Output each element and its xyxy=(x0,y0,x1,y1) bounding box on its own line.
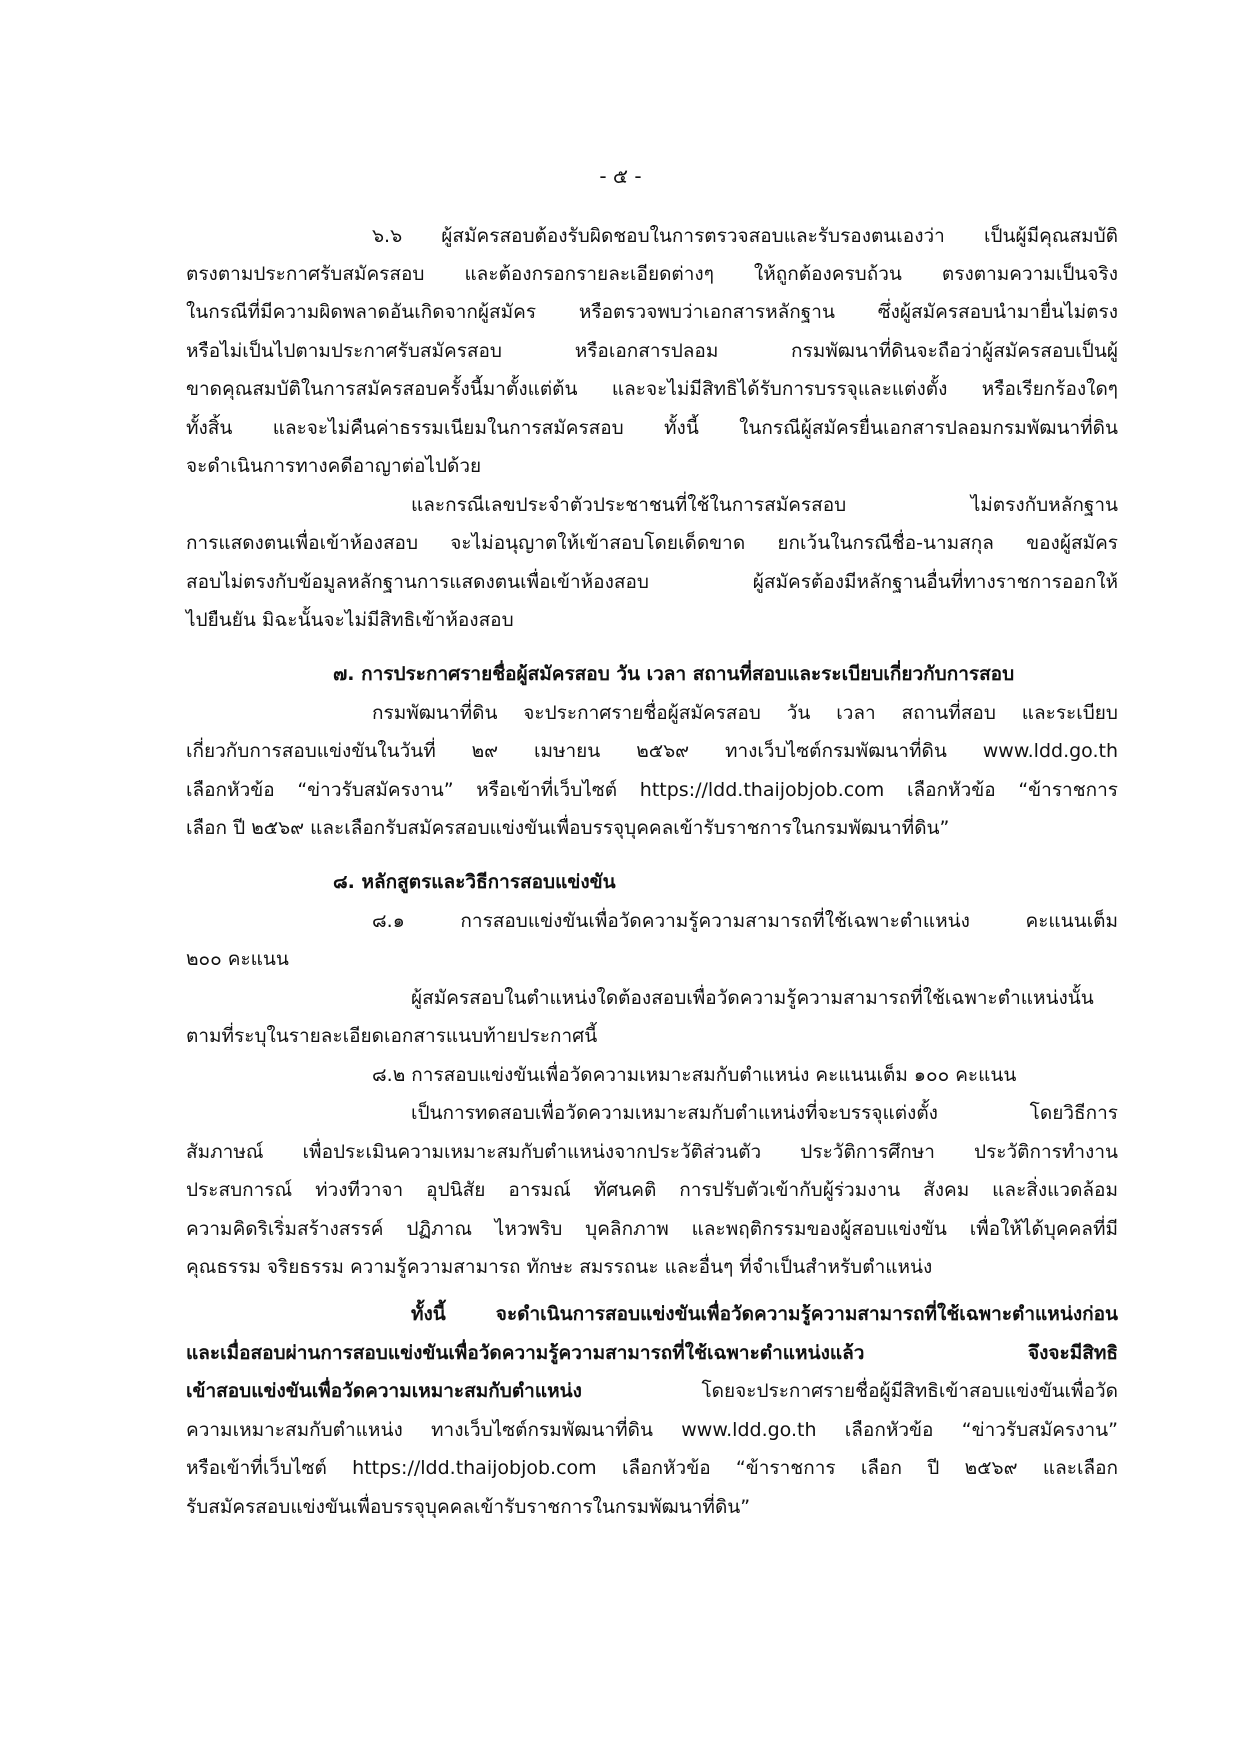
section-6-6b-line-2: การแสดงตนเพื่อเข้าห้องสอบ จะไม่อนุญาตให้เข้าสอบโดยเด็ดขาด ยกเว้นในกรณีชื่อ-นามสกุล ของผู้สมัคร xyxy=(186,532,1118,554)
section-6-6-line-1: ๖.๖ ผู้สมัครสอบต้องรับผิดชอบในการตรวจสอบและรับรองตนเองว่า เป็นผู้มีคุณสมบัติ xyxy=(372,225,1118,247)
section-6-6-line-2: ตรงตามประกาศรับสมัครสอบ และต้องกรอกรายละเอียดต่างๆ ให้ถูกต้องครบถ้วน ตรงตามความเป็นจริง xyxy=(186,263,1118,285)
section-6-6-line-7: จะดำเนินการทางคดีอาญาต่อไปด้วย xyxy=(186,455,482,477)
section-8-1-para-line-1: ผู้สมัครสอบในตำแหน่งใดต้องสอบเพื่อวัดความรู้ความสามารถที่ใช้เฉพาะตำแหน่งนั้น xyxy=(411,987,1094,1009)
section-7-line-4: เลือก ปี ๒๕๖๙ และเลือกรับสมัครสอบแข่งขันเพื่อบรรจุบุคคลเข้ารับราชการในกรมพัฒนาที่ดิน” xyxy=(186,817,950,839)
final-line-2: และเมื่อสอบผ่านการสอบแข่งขันเพื่อวัดความรู้ความสามารถที่ใช้เฉพาะตำแหน่งแล้ว จึงจะมีสิทธิ xyxy=(186,1342,1118,1364)
final-line-4: ความเหมาะสมกับตำแหน่ง ทางเว็บไซต์กรมพัฒนาที่ดิน www.ldd.go.th เลือกหัวข้อ “ข่าวรับสมัครงาน” xyxy=(186,1419,1118,1441)
section-6-6b-line-1: และกรณีเลขประจำตัวประชาชนที่ใช้ในการสมัครสอบ ไม่ตรงกับหลักฐาน xyxy=(411,494,1118,516)
section-8-1-line-2: ๒๐๐ คะแนน xyxy=(186,948,289,970)
final-line-3-rest: โดยจะประกาศรายชื่อผู้มีสิทธิเข้าสอบแข่งขันเพื่อวัด xyxy=(581,1380,1118,1402)
section-6-6-line-5: ขาดคุณสมบัติในการสมัครสอบครั้งนี้มาตั้งแต่ต้น และจะไม่มีสิทธิได้รับการบรรจุและแต่งตั้ง หรือเรียกร้องใดๆ xyxy=(186,378,1118,400)
section-8-1-line-1: ๘.๑ การสอบแข่งขันเพื่อวัดความรู้ความสามารถที่ใช้เฉพาะตำแหน่ง คะแนนเต็ม xyxy=(372,910,1118,932)
section-7-line-3: เลือกหัวข้อ “ข่าวรับสมัครงาน” หรือเข้าที่เว็บไซต์ https://ldd.thaijobjob.com เลือกหัวข้อ “ข้าราชการ xyxy=(186,779,1118,801)
section-7-heading: ๗. การประกาศรายชื่อผู้สมัครสอบ วัน เวลา สถานที่สอบและระเบียบเกี่ยวกับการสอบ xyxy=(333,663,1015,685)
section-6-6-line-6: ทั้งสิ้น และจะไม่คืนค่าธรรมเนียมในการสมัครสอบ ทั้งนี้ ในกรณีผู้สมัครยื่นเอกสารปลอมกรมพัฒนาที่ดิน xyxy=(186,417,1118,439)
section-8-heading: ๘. หลักสูตรและวิธีการสอบแข่งขัน xyxy=(333,871,616,893)
section-7-line-1: กรมพัฒนาที่ดิน จะประกาศรายชื่อผู้สมัครสอบ วัน เวลา สถานที่สอบ และระเบียบ xyxy=(372,702,1118,724)
section-7-line-2: เกี่ยวกับการสอบแข่งขันในวันที่ ๒๙ เมษายน ๒๕๖๙ ทางเว็บไซต์กรมพัฒนาที่ดิน www.ldd.go.th xyxy=(186,740,1118,762)
final-line-3 xyxy=(186,1375,1118,1407)
section-8-2-para-line-2: สัมภาษณ์ เพื่อประเมินความเหมาะสมกับตำแหน่งจากประวัติส่วนตัว ประวัติการศึกษา ประวัติการทำงาน xyxy=(186,1141,1118,1163)
final-line-5: หรือเข้าที่เว็บไซต์ https://ldd.thaijobjob.com เลือกหัวข้อ “ข้าราชการ เลือก ปี ๒๕๖๙ และเลือก xyxy=(186,1457,1118,1479)
section-8-2-para-line-5: คุณธรรม จริยธรรม ความรู้ความสามารถ ทักษะ สมรรถนะ และอื่นๆ ที่จำเป็นสำหรับตำแหน่ง xyxy=(186,1256,933,1278)
final-line-3-bold: เข้าสอบแข่งขันเพื่อวัดความเหมาะสมกับตำแหน่ง xyxy=(186,1380,582,1402)
section-8-2-line-1: ๘.๒ การสอบแข่งขันเพื่อวัดความเหมาะสมกับตำแหน่ง คะแนนเต็ม ๑๐๐ คะแนน xyxy=(372,1064,1017,1086)
section-6-6b-line-4: ไปยืนยัน มิฉะนั้นจะไม่มีสิทธิเข้าห้องสอบ xyxy=(186,609,514,631)
final-line-6: รับสมัครสอบแข่งขันเพื่อบรรจุบุคคลเข้ารับราชการในกรมพัฒนาที่ดิน” xyxy=(186,1496,751,1518)
section-6-6-line-4: หรือไม่เป็นไปตามประกาศรับสมัครสอบ หรือเอกสารปลอม กรมพัฒนาที่ดินจะถือว่าผู้สมัครสอบเป็นผู้ xyxy=(186,340,1118,362)
section-8-2-para-line-4: ความคิดริเริ่มสร้างสรรค์ ปฏิภาณ ไหวพริบ บุคลิกภาพ และพฤติกรรมของผู้สอบแข่งขัน เพื่อให้ได้บุคคลที่มี xyxy=(186,1218,1118,1240)
section-8-2-para-line-1: เป็นการทดสอบเพื่อวัดความเหมาะสมกับตำแหน่งที่จะบรรจุแต่งตั้ง โดยวิธีการ xyxy=(411,1102,1118,1124)
section-6-6-line-3: ในกรณีที่มีความผิดพลาดอันเกิดจากผู้สมัคร หรือตรวจพบว่าเอกสารหลักฐาน ซึ่งผู้สมัครสอบนำมายื่นไม่ตรง xyxy=(186,301,1118,323)
section-8-2-para-line-3: ประสบการณ์ ท่วงทีวาจา อุปนิสัย อารมณ์ ทัศนคติ การปรับตัวเข้ากับผู้ร่วมงาน สังคม และสิ่งแวดล้อม xyxy=(186,1179,1118,1201)
page-number: - ๕ - xyxy=(599,164,642,188)
section-6-6b-line-3: สอบไม่ตรงกับข้อมูลหลักฐานการแสดงตนเพื่อเข้าห้องสอบ ผู้สมัครต้องมีหลักฐานอื่นที่ทางราชการออกให้ xyxy=(186,571,1118,593)
final-line-1: ทั้งนี้ จะดำเนินการสอบแข่งขันเพื่อวัดความรู้ความสามารถที่ใช้เฉพาะตำแหน่งก่อน xyxy=(411,1303,1118,1325)
section-8-1-para-line-2: ตามที่ระบุในรายละเอียดเอกสารแนบท้ายประกาศนี้ xyxy=(186,1025,598,1047)
